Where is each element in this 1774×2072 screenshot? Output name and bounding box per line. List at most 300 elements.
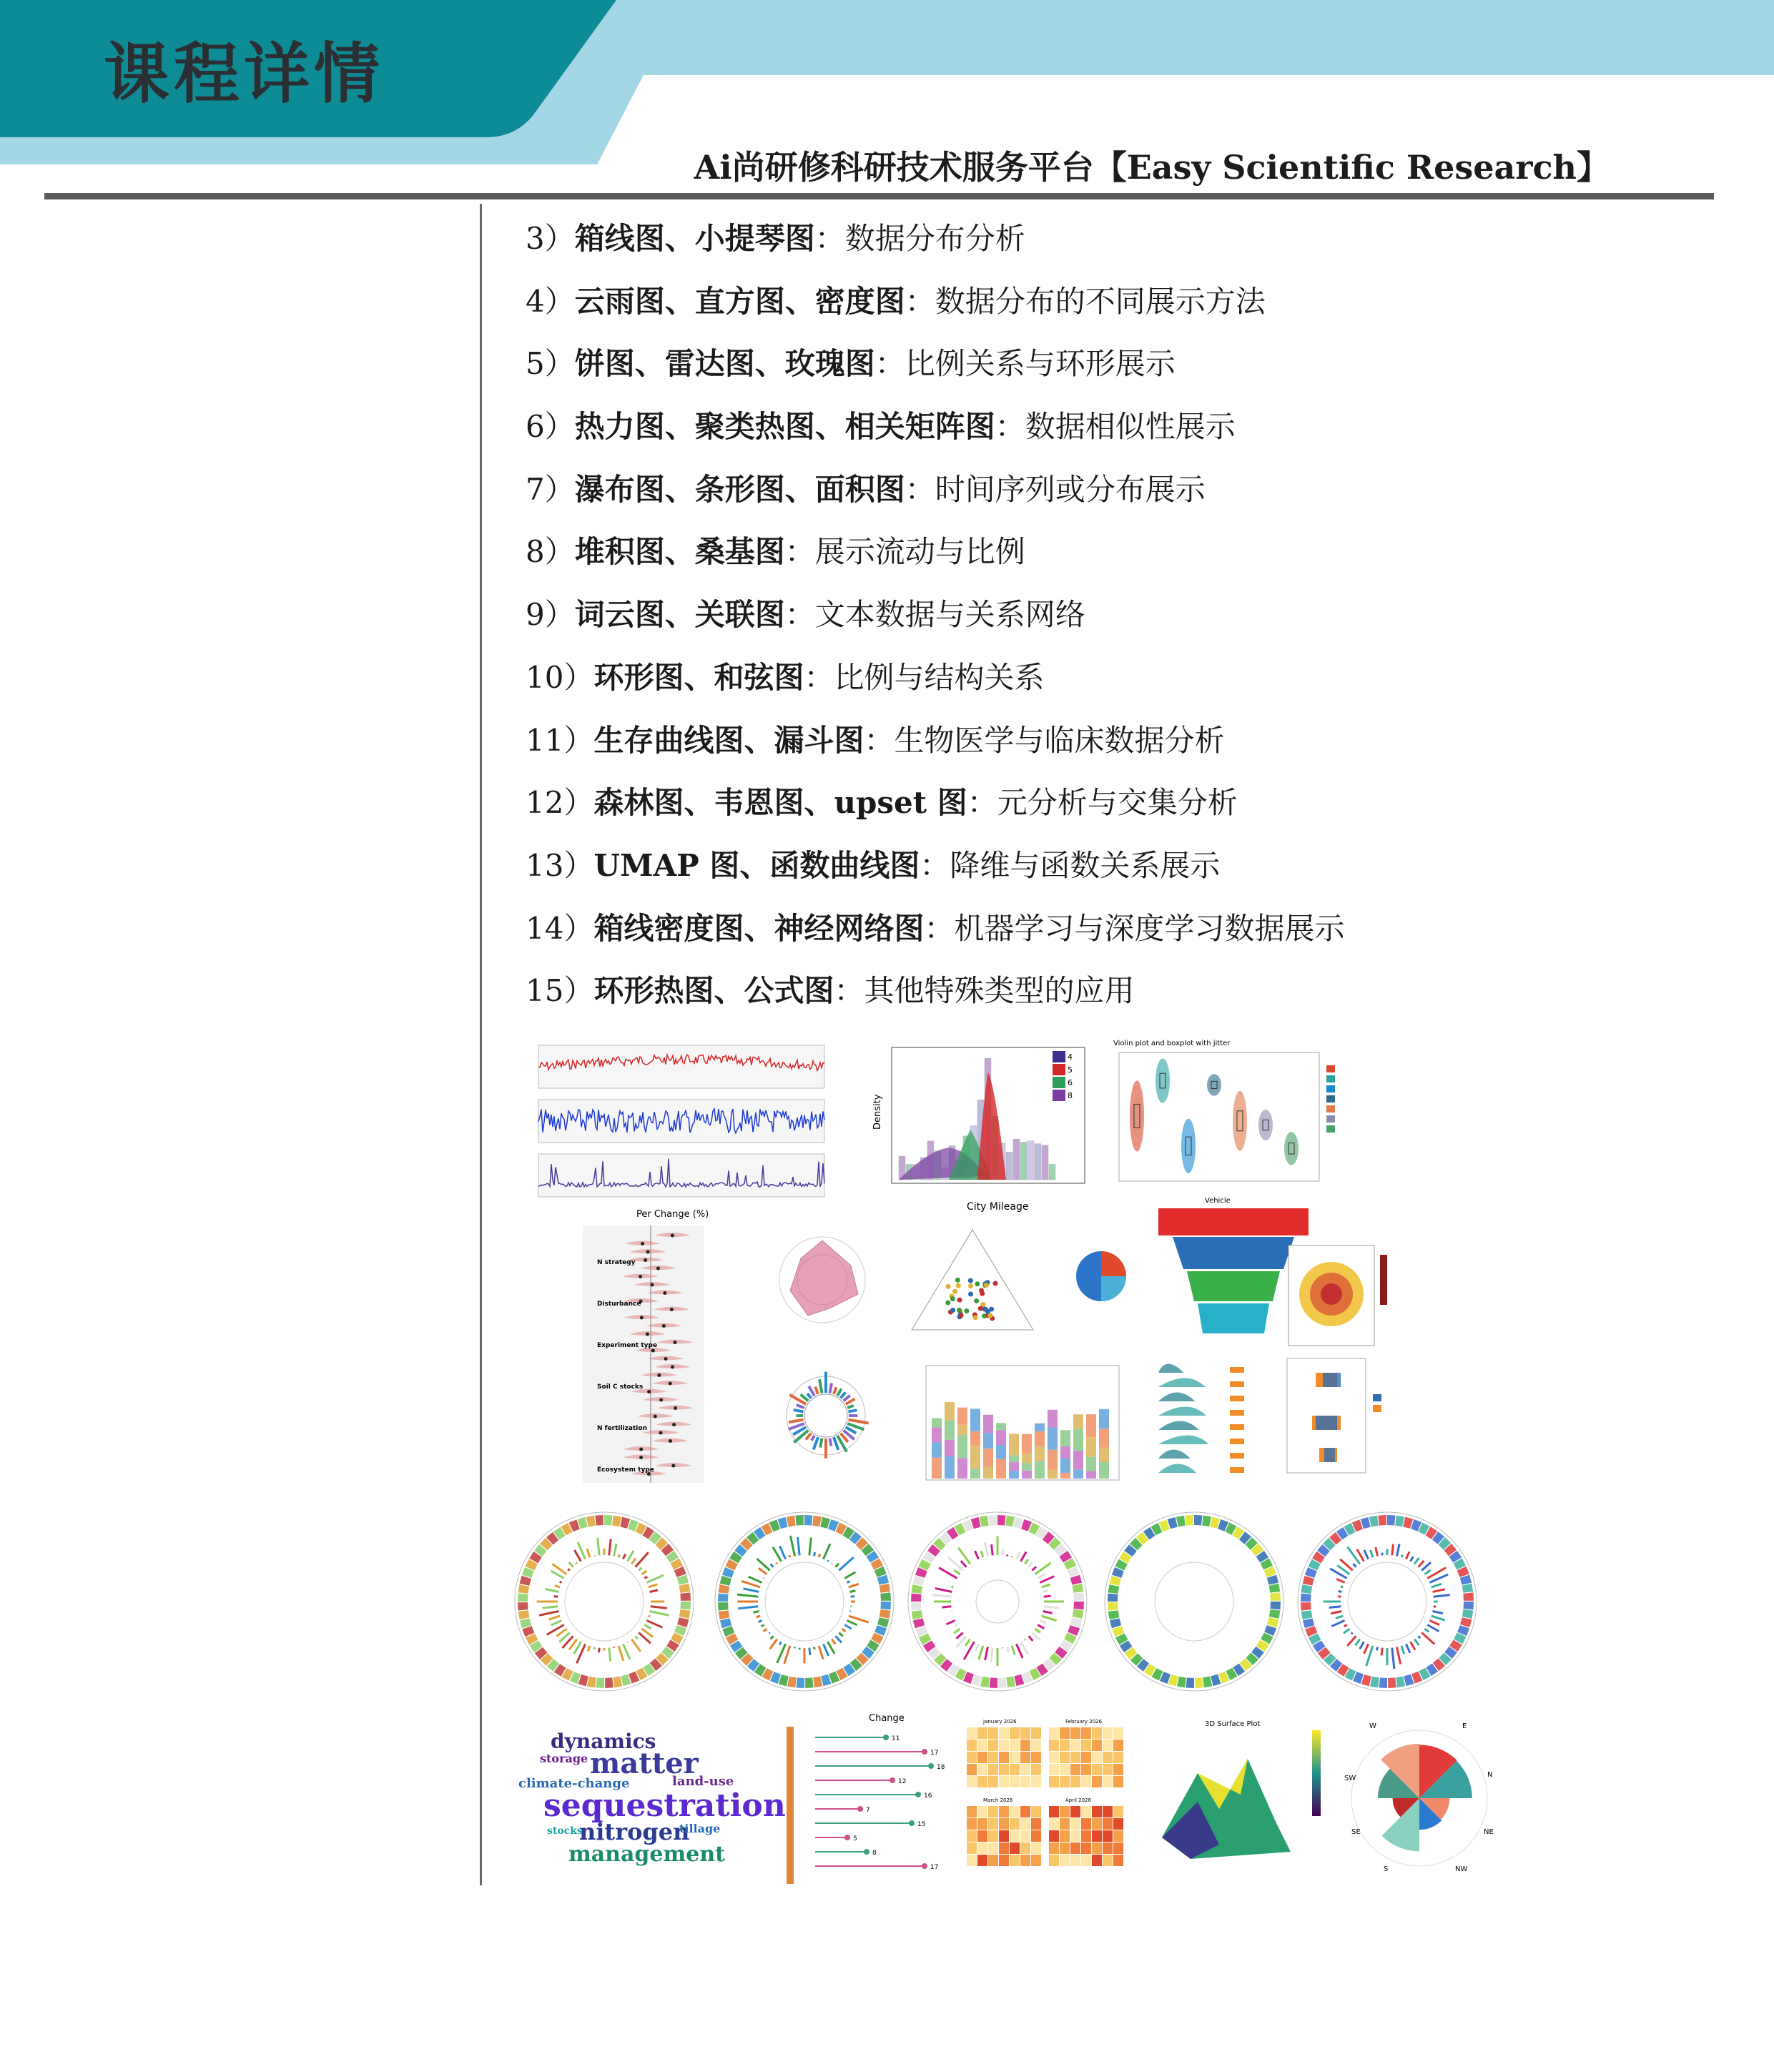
circos-segment	[1073, 1592, 1084, 1601]
legend-6: 6	[1068, 1078, 1073, 1087]
calendar-cell	[1103, 1842, 1113, 1854]
topic-sep: ：	[784, 534, 815, 570]
lollipop-value: 18	[937, 1764, 945, 1771]
calendar-cell	[1081, 1740, 1091, 1751]
circos-segment	[804, 1515, 812, 1525]
calendar-month-label: February 2026	[1065, 1719, 1103, 1725]
ternary-point	[959, 1313, 964, 1318]
calendar-cell	[988, 1776, 998, 1787]
calendar-cell	[967, 1776, 977, 1787]
time-series-thumbnail	[517, 1044, 832, 1205]
ridge-curve	[1158, 1378, 1206, 1388]
calendar-cell	[1081, 1806, 1091, 1817]
calendar-cell	[1113, 1830, 1123, 1842]
stacked-segment	[1073, 1414, 1083, 1429]
topic-item	[526, 395, 1345, 458]
stacked-segment	[1099, 1429, 1109, 1448]
circos-segment	[718, 1602, 729, 1611]
calendar-cell	[1092, 1830, 1102, 1842]
forest-group-label: N fertilization	[597, 1425, 647, 1432]
calendar-cell	[977, 1830, 987, 1842]
calendar-cell	[977, 1842, 987, 1854]
circos-segment	[518, 1602, 528, 1611]
forest-point	[673, 1341, 676, 1344]
calendar-cell	[1060, 1752, 1070, 1763]
stacked-segment	[1035, 1461, 1045, 1479]
calendar-cell	[1070, 1842, 1080, 1854]
topic-desc: 数据分布分析	[844, 221, 1025, 256]
calendar-cell	[1092, 1818, 1102, 1830]
calendar-cell	[988, 1806, 998, 1817]
circular-bar	[830, 1383, 832, 1393]
topic-topic: 环形图、和弦图	[593, 659, 804, 695]
circular-bar	[797, 1405, 804, 1408]
circos-bar	[649, 1616, 650, 1617]
ternary-point	[968, 1292, 973, 1297]
stacked-segment	[996, 1459, 1006, 1479]
forest-point	[640, 1316, 644, 1320]
circos-segment	[718, 1594, 728, 1602]
ridge-curve	[1158, 1436, 1209, 1445]
calendar-cell	[1092, 1776, 1102, 1787]
circular-bar	[807, 1393, 811, 1398]
circos-segment	[880, 1592, 891, 1601]
ternary-point	[950, 1308, 955, 1313]
ridge-box	[1230, 1410, 1244, 1416]
hist-bar	[1006, 1152, 1012, 1180]
circular-bar	[841, 1392, 846, 1398]
word-dynamics: dynamics	[551, 1730, 656, 1753]
stacked-segment	[1073, 1469, 1083, 1479]
lollipop-head	[857, 1806, 863, 1812]
rose-chart-thumbnail	[1341, 1720, 1498, 1877]
topic-topic: 云雨图、直方图、密度图	[574, 283, 905, 319]
calendar-month-label: January 2026	[983, 1719, 1017, 1725]
stacked-segment	[1048, 1410, 1058, 1428]
lollipop-value: 15	[917, 1821, 926, 1828]
circos-bar	[789, 1555, 790, 1557]
stacked-segment	[970, 1409, 980, 1431]
circos-segment	[605, 1677, 613, 1688]
circos-segment	[680, 1592, 691, 1601]
calendar-cell	[999, 1818, 1009, 1830]
forest-point	[674, 1406, 677, 1410]
circos-segment	[881, 1602, 891, 1609]
circos-segment	[1378, 1515, 1386, 1526]
ternary-point	[993, 1281, 998, 1286]
calendar-cell	[1020, 1830, 1030, 1842]
calendar-cell	[1113, 1752, 1123, 1763]
word-climate-change: climate-change	[518, 1776, 630, 1791]
word-stocks: stocks	[547, 1825, 583, 1837]
calendar-cell	[1092, 1842, 1102, 1854]
calendar-cell	[1060, 1764, 1070, 1775]
calendar-cell	[999, 1740, 1009, 1751]
calendar-cell	[988, 1842, 998, 1854]
violin-shape	[1258, 1110, 1273, 1140]
calendar-cell	[967, 1740, 977, 1751]
calendar-cell	[1060, 1830, 1070, 1842]
lollipop-head	[890, 1777, 895, 1783]
circos-bar	[814, 1552, 815, 1556]
topic-desc: 其他特殊类型的应用	[864, 973, 1135, 1009]
ridge-curve	[1158, 1450, 1191, 1459]
circular-bar	[806, 1434, 812, 1440]
stacked-segment	[1073, 1451, 1083, 1469]
topic-sep: ：	[924, 910, 955, 946]
ternary-point	[950, 1296, 955, 1301]
calendar-cell	[999, 1842, 1009, 1854]
ridge-box	[1230, 1453, 1244, 1459]
circos-inner-ring	[976, 1580, 1019, 1623]
word-nitrogen: nitrogen	[579, 1818, 690, 1845]
circular-bar	[814, 1437, 818, 1449]
surface-plot-thumbnail	[1148, 1716, 1334, 1880]
circos-segment	[1379, 1678, 1387, 1688]
calendar-month-label: April 2026	[1065, 1797, 1092, 1803]
violin-legend-swatch	[1326, 1075, 1335, 1082]
stacked-segment	[1073, 1429, 1083, 1451]
rose-direction-label: S	[1384, 1865, 1389, 1873]
calendar-cell	[988, 1727, 998, 1739]
topic-sep: ：	[804, 659, 834, 695]
calendar-cell	[988, 1855, 998, 1866]
forest-point	[664, 1357, 668, 1361]
circos-bar	[753, 1612, 759, 1613]
topic-topic: 森林图、韦恩图、upset 图	[593, 785, 967, 821]
calendar-cell	[1103, 1740, 1113, 1751]
circos-segment	[998, 1677, 1007, 1688]
ridge-curve	[1158, 1364, 1184, 1373]
ternary-point	[952, 1289, 957, 1294]
calendar-cell	[1020, 1764, 1030, 1775]
ridge-curve	[1158, 1421, 1199, 1431]
forest-point	[662, 1324, 666, 1328]
circular-bar	[830, 1439, 832, 1446]
topic-sep: ：	[905, 283, 935, 319]
course-topic-list	[526, 207, 1345, 1022]
topic-topic: 环形热图、公式图	[593, 973, 834, 1009]
calendar-cell	[1049, 1830, 1059, 1842]
ridgeline-thumbnail	[1151, 1351, 1258, 1494]
circos-segment	[1301, 1602, 1311, 1611]
circular-bar	[815, 1386, 818, 1394]
ternary-point	[964, 1308, 969, 1313]
violin-legend-swatch	[1326, 1105, 1335, 1113]
circos-bar	[576, 1563, 577, 1564]
calendar-cell	[1020, 1752, 1030, 1763]
circos-bar	[1418, 1636, 1420, 1638]
stacked-segment	[983, 1415, 993, 1433]
stacked-segment	[945, 1402, 955, 1421]
calendar-cell	[1020, 1727, 1030, 1739]
rose-direction-label: NE	[1484, 1828, 1494, 1836]
density-xlabel: City Mileage	[967, 1201, 1029, 1213]
calendar-cell	[1031, 1764, 1041, 1775]
topic-item	[526, 897, 1345, 960]
calendar-cell	[1113, 1776, 1123, 1787]
forest-group-label: Disturbance	[597, 1301, 641, 1308]
ternary-point	[946, 1284, 951, 1289]
topic-desc: 比例关系与环形展示	[905, 346, 1176, 382]
calendar-cell	[1049, 1806, 1059, 1817]
rose-direction-label: W	[1369, 1722, 1376, 1730]
circos-bar	[1339, 1591, 1342, 1592]
calendar-cell	[1031, 1740, 1041, 1751]
platform-name: Ai尚研修科研技术服务平台【Easy Scientific Research】	[694, 148, 1610, 187]
topic-sep: ：	[967, 785, 997, 821]
calendar-cell	[999, 1776, 1009, 1787]
topic-item	[526, 458, 1345, 521]
topic-num: 10）	[526, 659, 594, 695]
calendar-cell	[1103, 1855, 1113, 1866]
violin-legend-swatch	[1326, 1125, 1335, 1133]
stacked-segment	[1060, 1446, 1070, 1459]
calendar-cell	[1113, 1764, 1123, 1775]
calendar-cell	[1081, 1752, 1091, 1763]
circos-bar	[809, 1648, 810, 1655]
topic-num: 11）	[526, 722, 594, 758]
calendar-cell	[1010, 1776, 1020, 1787]
lollipop-value: 17	[930, 1864, 939, 1871]
lollipop-head	[883, 1735, 889, 1740]
circos-inner-ring	[1155, 1562, 1233, 1641]
hist-bar	[1035, 1144, 1041, 1180]
topic-sep: ：	[905, 471, 935, 507]
circos-bar	[1044, 1596, 1051, 1597]
calendar-cell	[1092, 1855, 1102, 1866]
circos-inner-ring	[565, 1562, 644, 1641]
ternary-point	[968, 1283, 973, 1288]
calendar-cell	[977, 1740, 987, 1751]
forest-point	[654, 1415, 657, 1419]
topic-num: 7）	[526, 471, 575, 507]
lollipop-head	[864, 1849, 869, 1855]
violin-title: Violin plot and boxplot with jitter	[1113, 1040, 1231, 1047]
stacked-segment	[1009, 1434, 1019, 1455]
calendar-cell	[977, 1752, 987, 1763]
calendar-cell	[1049, 1818, 1059, 1830]
calendar-cell	[1081, 1776, 1091, 1787]
calendar-cell	[999, 1855, 1009, 1866]
violin-legend-swatch	[1326, 1085, 1335, 1092]
forest-point	[671, 1234, 674, 1238]
calendar-cell	[1081, 1830, 1091, 1842]
lollipop-head	[922, 1863, 927, 1869]
ridge-curve	[1158, 1393, 1195, 1402]
circos-segment	[1388, 1677, 1396, 1688]
legend-5: 5	[1068, 1065, 1073, 1075]
ridge-box	[1230, 1367, 1244, 1373]
hist-bar	[1028, 1141, 1034, 1180]
circos-bar	[1002, 1549, 1003, 1555]
forest-point	[644, 1258, 647, 1262]
stacked-segment	[1009, 1471, 1019, 1479]
ridge-curve	[1158, 1464, 1196, 1474]
violin-shape	[1155, 1058, 1170, 1102]
circos-bar	[847, 1582, 849, 1583]
topic-desc: 生物医学与临床数据分析	[894, 722, 1225, 758]
stacked-segment	[945, 1440, 955, 1456]
stacked-segment	[1035, 1446, 1045, 1461]
page-title: 课程详情	[104, 36, 385, 112]
calendar-cell	[1060, 1740, 1070, 1751]
stacked-segment	[983, 1433, 993, 1449]
word-storage: storage	[540, 1752, 588, 1765]
rose-direction-label: N	[1487, 1771, 1493, 1779]
topic-desc: 数据分布的不同展示方法	[935, 283, 1266, 319]
density-histogram-thumbnail	[870, 1044, 1099, 1215]
calendar-cell	[967, 1752, 977, 1763]
hist-bar	[1013, 1139, 1020, 1180]
calendar-cell	[967, 1764, 977, 1775]
calendar-cell	[1103, 1727, 1113, 1739]
circos-segment	[1463, 1592, 1474, 1601]
calendar-cell	[1031, 1727, 1041, 1739]
calendar-cell	[1070, 1806, 1080, 1817]
circos-bar	[955, 1625, 957, 1627]
calendar-cell	[1010, 1806, 1020, 1817]
stacked-segment	[996, 1423, 1006, 1430]
violin-shape	[1233, 1091, 1247, 1151]
circos-segment	[518, 1594, 528, 1602]
circos-bar	[991, 1648, 992, 1662]
calendar-cell	[1031, 1806, 1041, 1817]
circos-bar	[1381, 1648, 1382, 1656]
lollipop-head	[909, 1820, 915, 1826]
stacked-segment	[1048, 1469, 1058, 1479]
hist-bar	[1020, 1142, 1027, 1180]
word-matter: matter	[590, 1747, 699, 1780]
topic-item	[526, 834, 1345, 897]
topic-topic: 饼图、雷达图、玫瑰图	[574, 346, 875, 382]
calendar-cell	[1070, 1776, 1080, 1787]
lollipop-value: 17	[930, 1750, 939, 1757]
rose-direction-label: SW	[1344, 1775, 1356, 1782]
lollipop-value: 16	[924, 1792, 932, 1800]
circos-thumbnails	[511, 1509, 1505, 1702]
ternary-point	[957, 1308, 962, 1313]
stacked-segment	[1060, 1473, 1070, 1479]
circos-inner-ring	[1348, 1562, 1426, 1641]
stacked-segment	[983, 1449, 993, 1467]
calendar-cell	[999, 1727, 1009, 1739]
forest-point	[639, 1448, 643, 1451]
circos-bar	[594, 1647, 595, 1649]
circos-segment	[997, 1515, 1005, 1525]
calendar-cell	[1010, 1830, 1020, 1842]
forest-group-label: Soil C stocks	[597, 1383, 644, 1391]
ternary-plot-thumbnail	[905, 1223, 1040, 1344]
topic-num: 13）	[526, 847, 594, 883]
circular-barplot-thumbnail	[754, 1351, 897, 1480]
topic-topic: 堆积图、桑基图	[574, 534, 785, 570]
calendar-cell	[967, 1842, 977, 1854]
word-land-use: land-use	[672, 1774, 734, 1789]
circular-bar	[820, 1439, 822, 1448]
calendar-cell	[1049, 1764, 1059, 1775]
forest-point	[672, 1423, 676, 1426]
stacked-segment	[1009, 1462, 1019, 1471]
circular-bar	[834, 1387, 837, 1394]
circos-segment	[1194, 1515, 1202, 1525]
circos-segment	[681, 1602, 691, 1609]
lollipop-value: 7	[866, 1807, 870, 1814]
word-tillage: tillage	[679, 1822, 721, 1835]
stacked-segment	[1086, 1414, 1096, 1437]
topic-sep: ：	[814, 221, 845, 256]
forest-point	[663, 1291, 666, 1295]
calendar-cell	[967, 1727, 977, 1739]
circos-segment	[1270, 1592, 1281, 1601]
topic-item	[526, 959, 1345, 1022]
ternary-point	[968, 1278, 973, 1283]
stacked-segment	[1022, 1454, 1032, 1463]
calendar-cell	[1103, 1818, 1113, 1830]
topic-item	[526, 646, 1345, 709]
circular-bar	[789, 1420, 804, 1423]
calendar-cell	[1081, 1727, 1091, 1739]
topic-desc: 机器学习与深度学习数据展示	[954, 910, 1345, 946]
forest-point	[651, 1349, 655, 1353]
forest-point	[669, 1439, 672, 1443]
stacked-segment	[1086, 1457, 1096, 1471]
calendar-cell	[1103, 1764, 1113, 1775]
stacked-segment	[1060, 1459, 1070, 1473]
circos-segment	[1108, 1594, 1118, 1602]
circos-bar	[1376, 1647, 1377, 1651]
circos-segment	[805, 1677, 814, 1688]
circos-bar	[779, 1642, 781, 1644]
calendar-cell	[1020, 1806, 1030, 1817]
ternary-point	[973, 1315, 978, 1320]
circos-bar	[828, 1560, 829, 1562]
calendar-cell	[988, 1752, 998, 1763]
forest-point	[669, 1382, 672, 1386]
circos-bar	[992, 1544, 993, 1555]
stacked-segment	[1048, 1450, 1058, 1470]
topic-item	[526, 270, 1345, 333]
pie-chart-thumbnail	[1055, 1223, 1148, 1330]
calendar-cell	[1031, 1818, 1041, 1830]
topic-topic: 词云图、关联图	[574, 597, 785, 633]
forest-point	[659, 1431, 663, 1435]
stacked-segment	[932, 1458, 942, 1479]
calendar-cell	[1010, 1842, 1020, 1854]
calendar-cell	[977, 1764, 987, 1775]
calendar-cell	[967, 1818, 977, 1830]
circos-segment	[1271, 1602, 1281, 1609]
polar-heatmap-thumbnail	[1287, 1244, 1423, 1358]
stacked-segment	[1048, 1427, 1058, 1449]
topic-num: 3）	[526, 221, 575, 256]
calendar-cell	[1010, 1764, 1020, 1775]
stacked-segment	[1099, 1409, 1109, 1429]
circular-bar	[819, 1379, 822, 1393]
stacked-segment	[983, 1467, 993, 1479]
stacked-segment	[957, 1408, 967, 1425]
topic-topic: 生存曲线图、漏斗图	[593, 722, 864, 758]
circos-inner-ring	[765, 1562, 844, 1641]
ridge-box	[1230, 1396, 1244, 1401]
forest-point	[646, 1333, 649, 1336]
stacked-segment	[945, 1456, 955, 1479]
circos-bar	[1043, 1591, 1048, 1592]
topic-desc: 文本数据与关系网络	[814, 597, 1085, 633]
calendar-cell	[1020, 1740, 1030, 1751]
topic-num: 8）	[526, 534, 575, 570]
circos-segment	[990, 1678, 997, 1688]
